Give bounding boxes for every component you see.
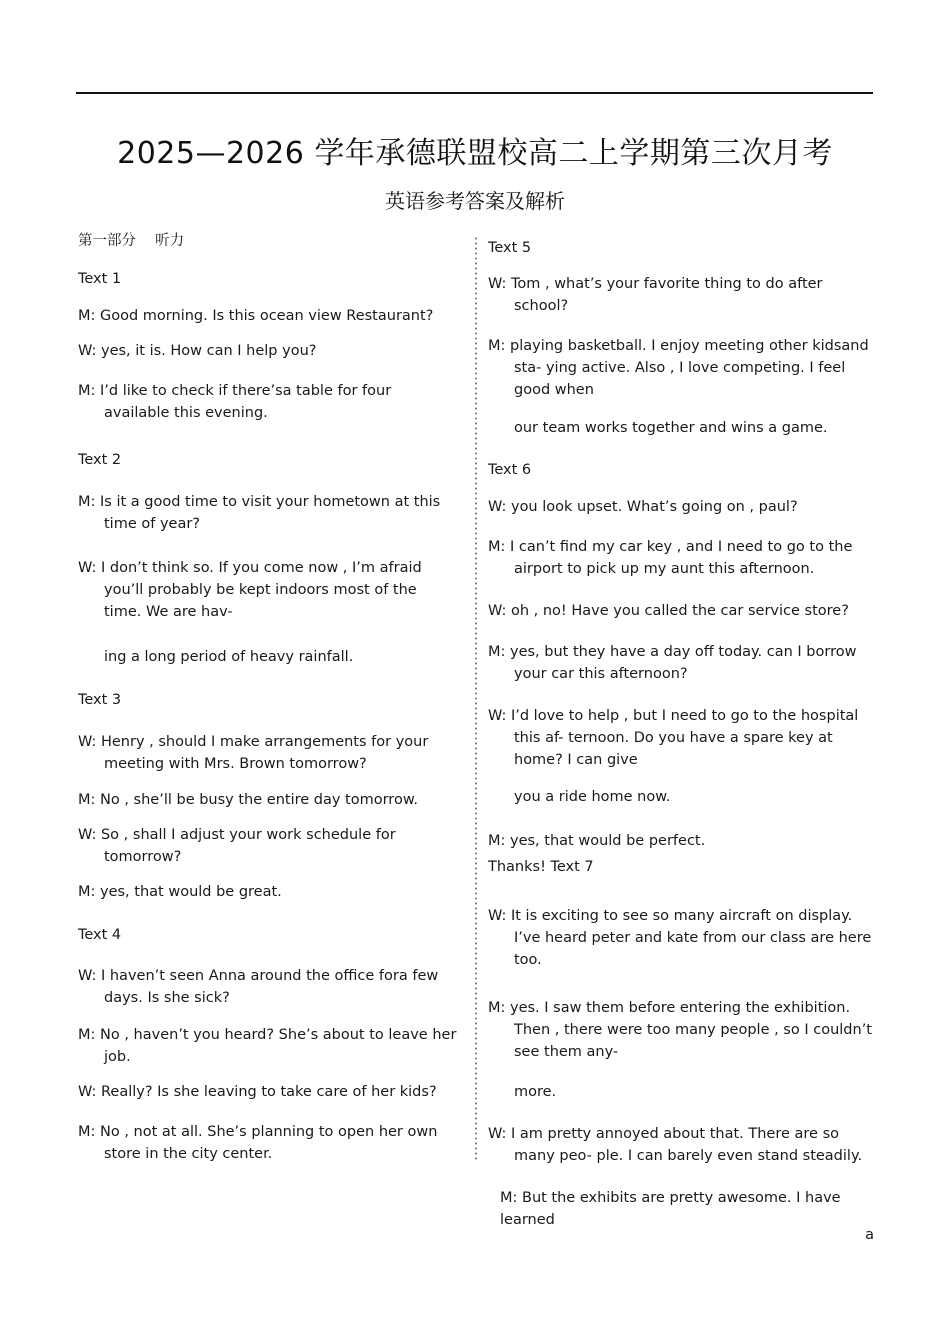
text6-line6: M: yes, that would be perfect. <box>488 833 706 849</box>
text7-line1: W: It is exciting to see so many aircraft on display. I’ve heard peter and kate from our class are here too. <box>488 908 872 968</box>
text2-label: Text 2 <box>78 452 122 468</box>
text6-line5: W: I’d love to help , but I need to go to the hospital this af- ternoon. Do you have a spare key at home? I can give <box>488 708 859 768</box>
text3-line1: W: Henry , should I make arrangements for your meeting with Mrs. Brown tomorrow? <box>78 734 429 772</box>
right-column <box>488 237 874 1246</box>
text7-line3: W: I am pretty annoyed about that. There are so many peo- ple. I can barely even stand steadily. <box>488 1126 863 1164</box>
text4-line2: M: No , haven’t you heard? She’s about to leave her job. <box>78 1027 457 1065</box>
text1-line2: W: yes, it is. How can I help you? <box>78 343 317 359</box>
text5-line1: W: Tom , what’s your favorite thing to do after school? <box>488 276 823 314</box>
text6-line5-cont: you a ride home now. <box>514 789 671 805</box>
text6-line2: M: I can’t find my car key , and I need to go to the airport to pick up my aunt this afternoon. <box>488 539 853 577</box>
text1-label: Text 1 <box>78 271 122 287</box>
text5-line2-cont: our team works together and wins a game. <box>514 420 828 436</box>
text7-line2-cont: more. <box>514 1084 557 1100</box>
page-title: 2025—2026 学年承德联盟校高二上学期第三次月考 <box>117 136 833 171</box>
text2-line2-cont: ing a long period of heavy rainfall. <box>104 649 354 665</box>
text4-line1: W: I haven’t seen Anna around the office fora few days. Is she sick? <box>78 968 439 1006</box>
text4-line3: W: Really? Is she leaving to take care of her kids? <box>78 1084 437 1100</box>
text7-line2: M: yes. I saw them before entering the exhibition. Then , there were too many people , so I couldn’t see them any- <box>488 1000 872 1060</box>
text6-line1: W: you look upset. What’s going on , paul? <box>488 499 798 515</box>
text6-label: Text 6 <box>488 462 532 478</box>
text3-line3: W: So , shall I adjust your work schedule for tomorrow? <box>78 827 396 865</box>
text7-line4: M: But the exhibits are pretty awesome. I have learned <box>500 1190 841 1228</box>
page-subtitle: 英语参考答案及解析 <box>385 189 565 213</box>
text1-line1: M: Good morning. Is this ocean view Restaurant? <box>78 308 434 324</box>
text4-label: Text 4 <box>78 927 122 943</box>
left-column <box>78 230 458 1165</box>
text3-line4: M: yes, that would be great. <box>78 884 282 900</box>
text6-line4: M: yes, but they have a day off today. can I borrow your car this afternoon? <box>488 644 857 682</box>
column-divider <box>473 236 479 1160</box>
text3-label: Text 3 <box>78 692 122 708</box>
text3-line2: M: No , she’ll be busy the entire day tomorrow. <box>78 792 418 808</box>
text4-line4: M: No , not at all. She’s planning to open her own store in the city center. <box>78 1124 438 1162</box>
text7-line4-cont: a <box>865 1227 874 1243</box>
text6-line3: W: oh , no! Have you called the car service store? <box>488 603 849 619</box>
text1-line3: M: I’d like to check if there’sa table for four available this evening. <box>78 383 392 421</box>
text5-line2: M: playing basketball. I enjoy meeting other kidsand sta- ying active. Also , I love competing. I feel good when <box>488 338 869 398</box>
top-rule <box>76 92 873 94</box>
section-heading: 第一部分 听力 <box>78 233 185 249</box>
text2-line1: M: Is it a good time to visit your hometown at this time of year? <box>78 494 441 532</box>
text5-label: Text 5 <box>488 240 532 256</box>
text2-line2: W: I don’t think so. If you come now , I’m afraid you’ll probably be kept indoors most of the time. We are hav- <box>78 560 422 620</box>
text6-line7: Thanks! Text 7 <box>488 859 594 875</box>
